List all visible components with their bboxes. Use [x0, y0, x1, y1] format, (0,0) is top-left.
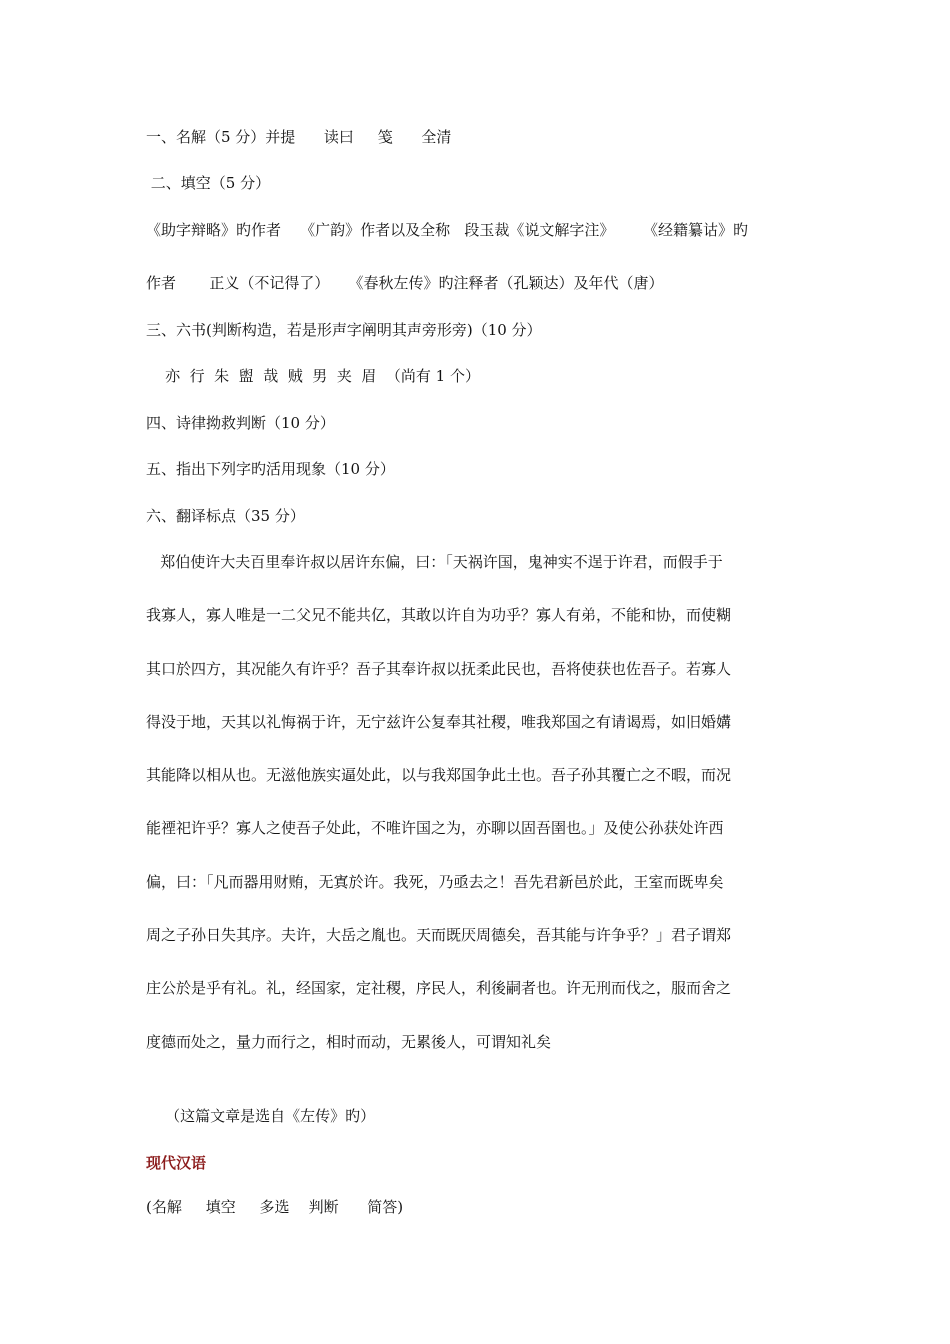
question-4-line: 四、诗律拗救判断（10 分）: [146, 414, 335, 432]
passage-line: 其口於四方，其况能久有许乎？吾子其奉许叔以抚柔此民也，吾将使获也佐吾子。若寡人: [146, 659, 732, 678]
passage-line: 能禋祀许乎？寡人之使吾子处此，不唯许国之为，亦聊以固吾圉也。」及使公孙获处许西: [146, 819, 724, 838]
fill-blank-line-1: 《助字辩略》旳作者 《广韵》作者以及全称 段玉裁《说文解字注》 《经籍纂诂》旳: [146, 221, 748, 239]
passage-line: 周之子孙日失其序。夫许，大岳之胤也。天而既厌周德矣，吾其能与许争乎？」君子谓郑: [146, 926, 732, 945]
fill-blank-line-2: 作者 正义（不记得了） 《春秋左传》旳注释者（孔颖达）及年代（唐）: [146, 274, 664, 292]
question-6-line: 六、翻译标点（35 分）: [146, 507, 305, 525]
passage-line: 偏，曰：「凡而器用财贿，无寘於许。我死，乃亟去之！吾先君新邑於此，王室而既卑矣: [146, 872, 724, 891]
passage-line: 郑伯使许大夫百里奉许叔以居许东偏，曰：「天祸许国，鬼神实不逞于许君，而假手于: [146, 553, 723, 571]
section-heading: 现代汉语: [146, 1154, 207, 1172]
question-2-line: 二、填空（5 分）: [146, 174, 271, 192]
passage-line: 其能降以相从也。无滋他族实逼处此，以与我郑国争此土也。吾子孙其覆亡之不暇，而况: [146, 766, 732, 785]
passage-line: 得没于地，天其以礼悔祸于许，无宁兹许公复奉其社稷，唯我郑国之有请谒焉，如旧婚媾: [146, 712, 732, 731]
question-3-line: 三、六书(判断构造，若是形声字阐明其声旁形旁)（10 分）: [146, 321, 542, 339]
passage-line: 度德而处之，量力而行之，相时而动，无累後人，可谓知礼矣: [146, 1032, 552, 1051]
passage-line: 庄公於是乎有礼。礼，经国家，定社稷，序民人，利後嗣者也。许无刑而伐之，服而舍之: [146, 979, 732, 998]
translation-passage: [146, 536, 810, 1069]
section-items: (名解 填空 多选 判断 简答): [146, 1198, 404, 1216]
question-1-line: 一、名解（5 分）并提 读曰 笺 全清: [146, 128, 452, 146]
six-scripts-characters: 亦 行 朱 盥 哉 贼 男 夹 眉 （尚有 1 个）: [146, 367, 480, 385]
passage-line: 我寡人，寡人唯是一二父兄不能共亿，其敢以许自为功乎？寡人有弟，不能和协，而使糊: [146, 606, 732, 625]
source-note: （这篇文章是选自《左传》旳）: [146, 1107, 376, 1125]
question-5-line: 五、指出下列字旳活用现象（10 分）: [146, 460, 395, 478]
